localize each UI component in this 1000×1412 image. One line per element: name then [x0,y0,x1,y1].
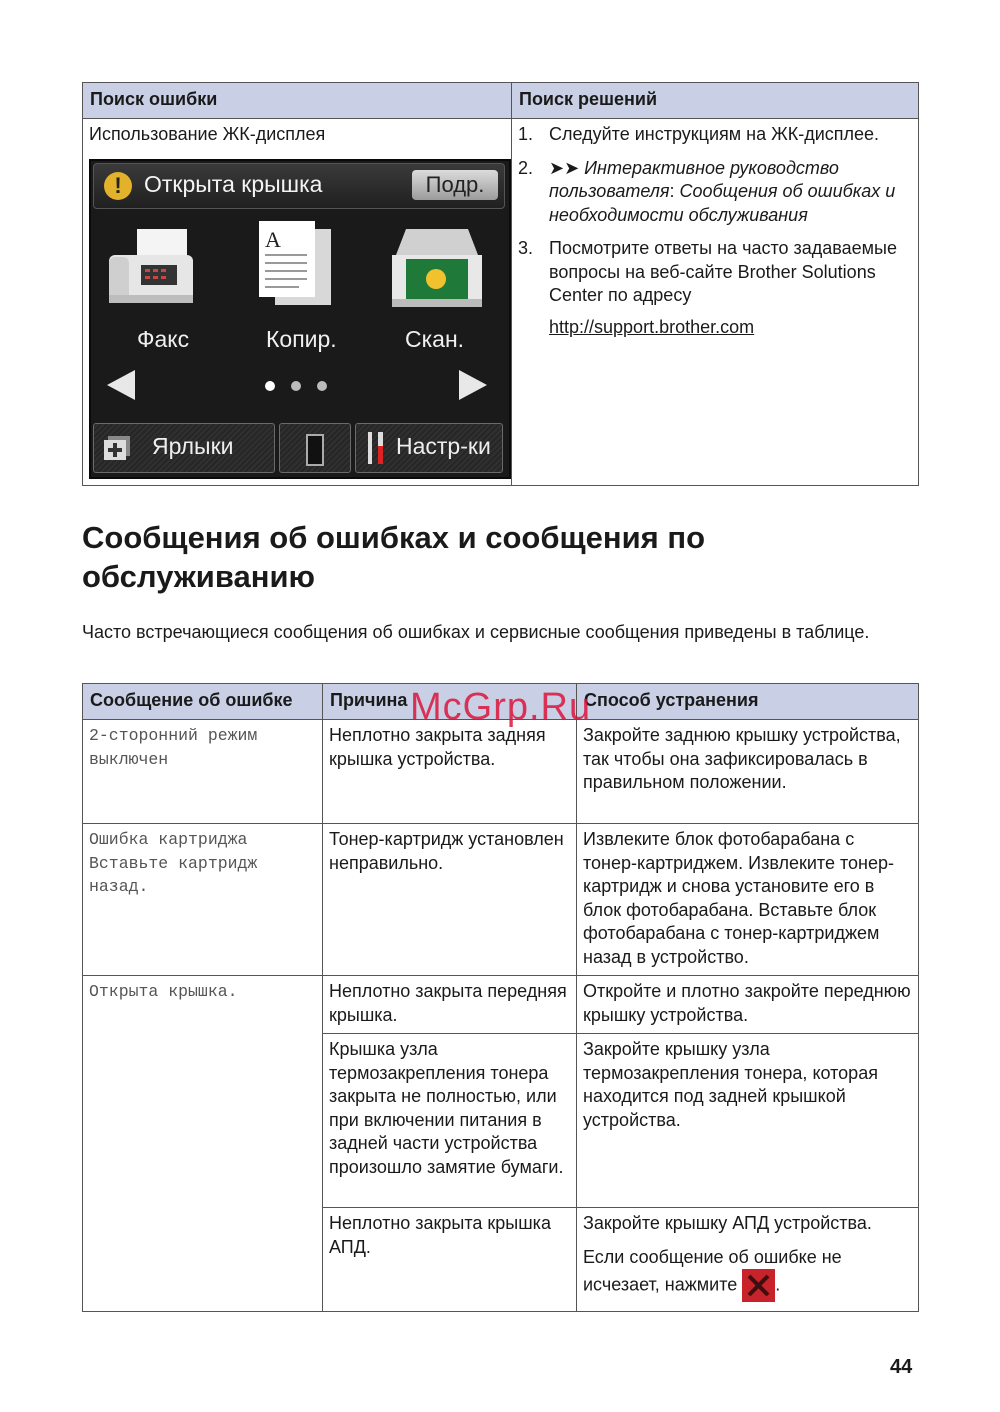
fax-icon[interactable] [101,221,201,311]
cause-cell: Неплотно закрыта задняя крышка устройства. [323,720,577,824]
copy-icon[interactable] [251,219,341,311]
details-button[interactable]: Подр. [412,170,498,200]
lcd-status-bar [93,163,505,209]
remedy-text: Закройте крышку АПД устройства. [583,1213,872,1233]
guide-title[interactable]: Интерактивное руководство пользователя [549,157,839,201]
page-indicator-dot [291,381,301,391]
settings-tools-icon [362,430,390,466]
header-solution-search: Поиск решений [512,83,919,119]
shortcuts-button[interactable] [93,423,275,473]
troubleshooting-table [82,82,919,486]
section-heading: Сообщения об ошибках и сообщения по обслуживанию [82,520,706,594]
scan-icon[interactable] [386,223,486,311]
svg-text:A: A [265,226,281,252]
cause-cell: Неплотно закрыта крышка АПД. [323,1208,577,1312]
table-row [83,824,919,976]
list-item [518,157,912,228]
fax-label: Факс [137,325,190,352]
header-error-search: Поиск ошибки [83,83,512,119]
error-message-cell: 2-сторонний режим выключен [83,720,323,824]
table-row [83,720,919,824]
double-arrow-icon: ➤➤ [549,157,585,178]
toner-button[interactable] [279,423,351,473]
remedy-cell: Закройте крышку узла термозакрепления тонера, которая находится под задней крышкой устройства. [577,1034,919,1208]
error-message-cell: Ошибка картриджа Вставьте картридж назад. [83,824,323,976]
watermark: McGrp.Ru [410,686,592,728]
settings-button[interactable] [355,423,503,473]
remedy-cell [577,1208,919,1312]
remedy-note [583,1246,912,1303]
page-indicator-dot [265,381,275,391]
prev-page-arrow-icon[interactable] [107,370,135,400]
scan-label: Скан. [405,325,465,352]
copy-label: Копир. [266,325,337,352]
error-messages-table [82,683,919,1312]
remedy-cell: Закройте заднюю крышку устройства, так чтобы она зафиксировалась в правильном положении. [577,720,919,824]
remedy-note-text: Если сообщение об ошибке не исчезает, нажмите [583,1246,842,1295]
remedy-cell: Откройте и плотно закройте переднюю крышку устройства. [577,976,919,1034]
cancel-x-icon[interactable] [742,1269,775,1302]
header-cause: Причина [323,684,577,720]
separator: : [669,181,680,201]
step-text: Следуйте инструкциям на ЖК-дисплее. [549,124,880,144]
lcd-title: Открыта крышка [144,170,323,197]
step-number: 2. [518,157,534,178]
shortcuts-label: Ярлыки [152,432,234,459]
toner-icon [306,434,324,466]
section-intro: Часто встречающиеся сообщения об ошибках и сервисные сообщения приведены в таблице. [82,622,870,642]
cause-cell: Тонер-картридж установлен неправильно. [323,824,577,976]
step-text [549,237,912,339]
remedy-note-end: . [775,1274,781,1295]
list-item [518,123,912,147]
step-number: 3. [518,238,534,258]
page-indicator-dot [317,381,327,391]
header-error-message: Сообщение об ошибке [83,684,323,720]
header-remedy: Способ устранения [577,684,919,720]
guide-section[interactable]: Сообщения об ошибках и необходимости обслуживания [549,181,896,225]
step-text [549,157,912,228]
table-row [83,976,919,1034]
step-number: 1. [518,124,534,144]
lcd-usage-label: Использование ЖК-дисплея [89,124,326,144]
error-message-cell: Открыта крышка. [83,976,323,1312]
cause-cell: Неплотно закрыта передняя крышка. [323,976,577,1034]
next-page-arrow-icon[interactable] [459,370,487,400]
lcd-screen [89,159,511,479]
warning-icon: ! [104,172,132,200]
solution-steps [518,123,912,339]
settings-label: Настр-ки [396,432,491,459]
page-number: 44 [890,1356,913,1378]
shortcuts-plus-icon [102,434,132,462]
step-body: Посмотрите ответы на часто задаваемые вопросы на веб-сайте Brother Solutions Center по адресу [549,238,897,305]
cause-cell: Крышка узла термозакрепления тонера закрыта не полностью, или при включении питания в задней части устройства произошло замятие бумаги. [323,1034,577,1208]
support-link[interactable]: http://support.brother.com [549,316,755,337]
remedy-cell: Извлеките блок фотобарабана с тонер-картриджем. Извлеките тонер-картридж и снова установите его в блок фотобарабана. Вставьте блок фотобарабана с тонер-картриджем назад в устройство. [577,824,919,976]
list-item [518,237,912,339]
